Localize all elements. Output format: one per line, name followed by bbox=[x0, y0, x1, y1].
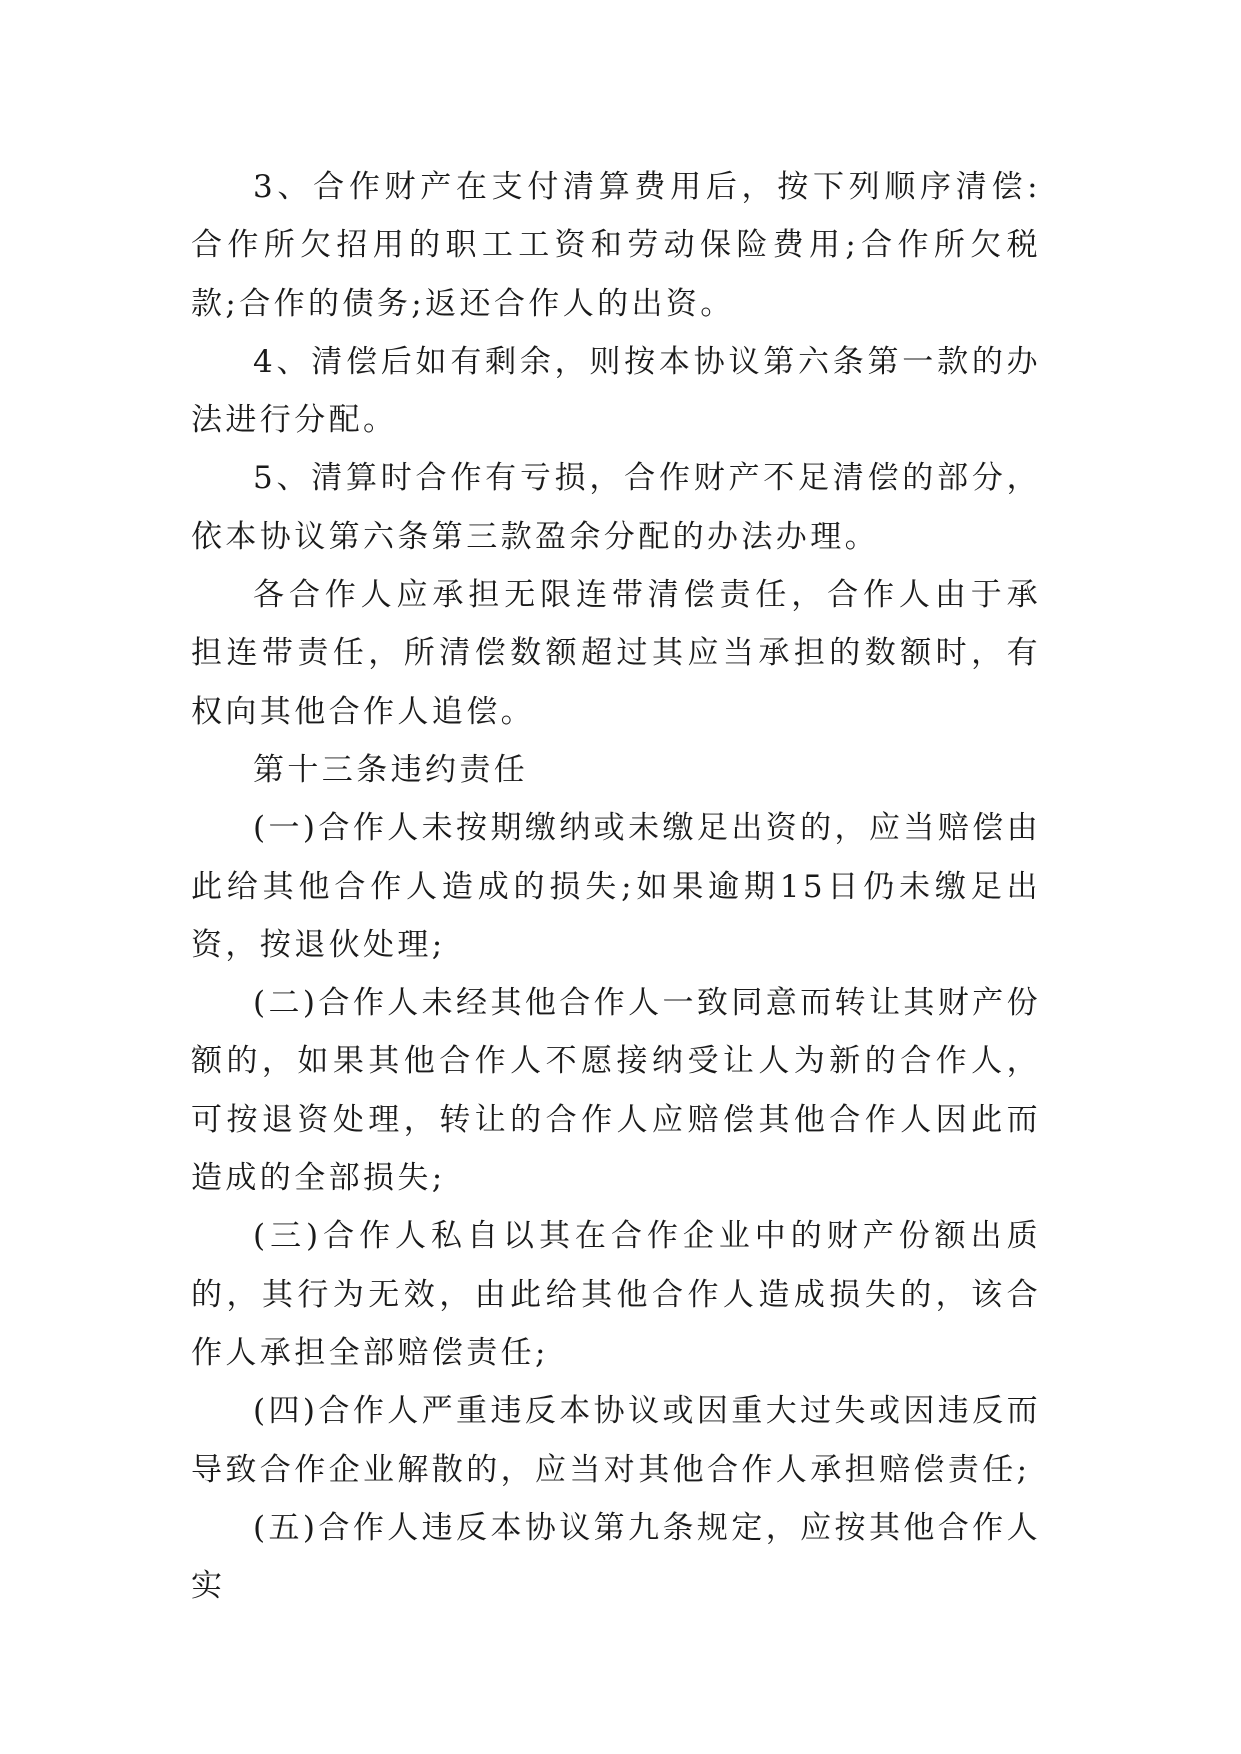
paragraph-clause-4: 4、清偿后如有剩余，则按本协议第六条第一款的办法进行分配。 bbox=[191, 343, 1041, 439]
document-body bbox=[191, 158, 1041, 1615]
paragraph-item-3: (三)合作人私自以其在合作企业中的财产份额出质的，其行为无效，由此给其他合作人造成损失的，该合作人承担全部赔偿责任; bbox=[191, 1218, 1041, 1371]
paragraph-item-5: (五)合作人违反本协议第九条规定，应按其他合作人实 bbox=[191, 1509, 1041, 1605]
paragraph-clause-5: 5、清算时合作有亏损，合作财产不足清偿的部分，依本协议第六条第三款盈余分配的办法办理。 bbox=[191, 460, 1041, 555]
paragraph-item-2: (二)合作人未经其他合作人一致同意而转让其财产份额的，如果其他合作人不愿接纳受让人为新的合作人，可按退资处理，转让的合作人应赔偿其他合作人因此而造成的全部损失; bbox=[191, 985, 1041, 1197]
paragraph-joint-liability: 各合作人应承担无限连带清偿责任，合作人由于承担连带责任，所清偿数额超过其应当承担的数额时，有权向其他合作人追偿。 bbox=[191, 577, 1041, 730]
section-heading-article-13: 第十三条违约责任 bbox=[253, 751, 529, 788]
paragraph-item-1: (一)合作人未按期缴纳或未缴足出资的，应当赔偿由此给其他合作人造成的损失;如果逾期15日仍未缴足出资，按退伙处理; bbox=[191, 810, 1041, 963]
paragraph-clause-3: 3、合作财产在支付清算费用后，按下列顺序清偿:合作所欠招用的职工工资和劳动保险费用;合作所欠税款;合作的债务;返还合作人的出资。 bbox=[191, 169, 1041, 322]
paragraph-item-4: (四)合作人严重违反本协议或因重大过失或因违反而导致合作企业解散的，应当对其他合作人承担赔偿责任; bbox=[191, 1393, 1041, 1488]
